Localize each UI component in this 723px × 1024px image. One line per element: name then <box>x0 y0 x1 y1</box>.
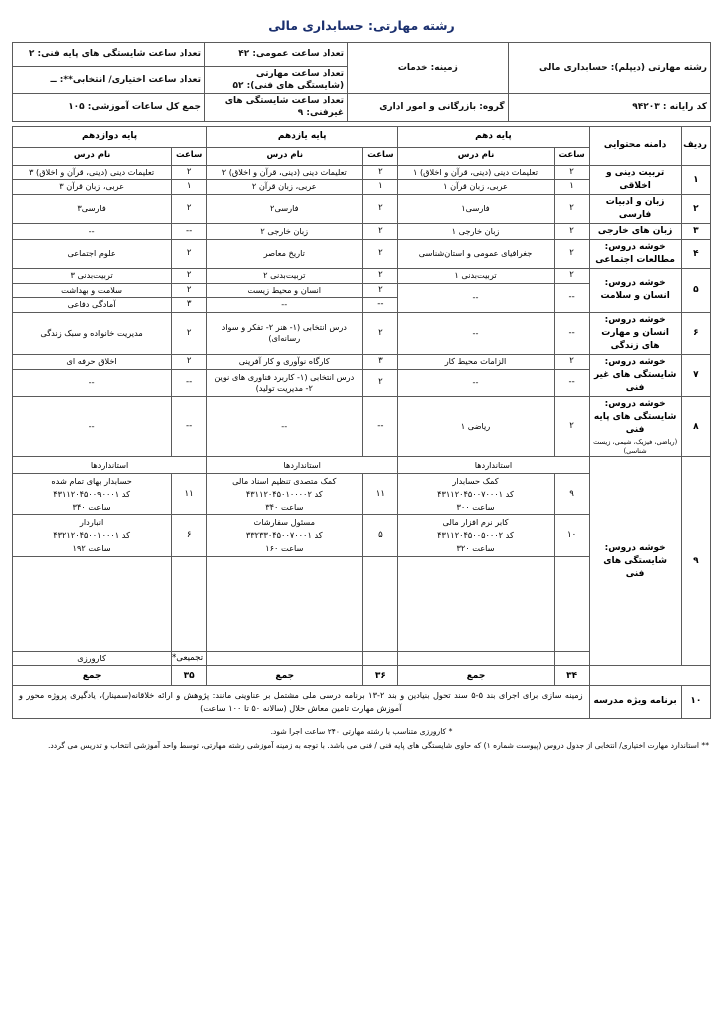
total-label-g11: جمع <box>207 666 363 686</box>
hours-cell-g12: -- <box>172 370 207 397</box>
hours-cell-g11: ۲ <box>363 239 398 268</box>
internship-hours-g11 <box>363 651 398 666</box>
blank-cell <box>207 556 363 651</box>
row-index-cell: ۲ <box>681 194 710 223</box>
table-row <box>13 268 711 283</box>
hours-cell-g11: ۲ <box>363 268 398 283</box>
standard-info-g12: حسابدار بهای تمام شده کد ۴۳۱۱۲۰۴۵۰۰۹۰۰۰۱ ساعت ۳۴۰ <box>13 474 172 515</box>
row-index-cell: ۳ <box>681 223 710 239</box>
total-hours-g10: ۳۴ <box>554 666 589 686</box>
hours-cell-g11: ۲ <box>363 165 398 180</box>
blank-cell <box>172 556 207 651</box>
standard-hours-g10: ۹ <box>554 474 589 515</box>
hours-cell-g10: -- <box>554 312 589 354</box>
course-cell-g10: تعلیمات دینی (دینی، قرآن و اخلاق) ۱ <box>398 165 554 180</box>
total-hours-g12: ۳۵ <box>172 666 207 686</box>
row-index-cell: ۷ <box>681 354 710 396</box>
course-cell-g11: انسان و محیط زیست <box>207 283 363 298</box>
school-program-row <box>13 686 711 718</box>
standard-info-g10: کمک حسابدار کد ۴۳۱۱۲۰۴۵۰۰۷۰۰۰۱ ساعت ۳۰۰ <box>398 474 554 515</box>
course-cell-g10: عربی، زبان قرآن ۱ <box>398 180 554 195</box>
course-cell-g10: تربیت‌بدنی ۱ <box>398 268 554 283</box>
hours-cell-g10: ۲ <box>554 354 589 369</box>
hours-cell-g10: ۲ <box>554 223 589 239</box>
course-cell-g12: علوم اجتماعی <box>13 239 172 268</box>
school-program-index: ۱۰ <box>681 686 710 718</box>
row-index-cell: ۵ <box>681 268 710 312</box>
table-row <box>13 239 711 268</box>
school-program-text: زمینه سازی برای اجرای بند ۵-۵ سند تحول بنیادین و بند ۲-۱۳ برنامه درسی ملی مشتمل بر عناوینی مانند: پژوهش و ارائه خلاقانه(سمینار)، یادگیری پروژه محور و آموزش مهارت تامین معاش حلال (سالانه ۵۰ تا ۱۰۰ ساعت) <box>13 686 590 718</box>
content-domain-cell: خوشه دروس: انسان و مهارت های زندگی <box>589 312 681 354</box>
table-row <box>13 397 711 457</box>
hours-cell-g10: ۲ <box>554 165 589 180</box>
internship-hours-g12: تجمیعی* <box>172 651 207 666</box>
totals-blank <box>589 666 710 686</box>
course-cell-g12: سلامت و بهداشت <box>13 283 172 298</box>
blank-cell <box>554 556 589 651</box>
info-row-3 <box>13 94 711 121</box>
hours-cell-g10: ۲ <box>554 397 589 457</box>
header-content-domain: دامنه محتوایی <box>589 126 681 165</box>
content-domain-cell: خوشه دروس: شایستگی های پایه فنی (ریاضی، فیزیک، شیمی، زیست شناسی) <box>589 397 681 457</box>
internship-hours-g10 <box>554 651 589 666</box>
hours-cell-g11: ۲ <box>363 312 398 354</box>
internship-course-g11 <box>207 651 363 666</box>
standard-info-g12: انباردار کد ۴۳۲۱۲۰۴۵۰۰۱۰۰۰۱ ساعت ۱۹۲ <box>13 515 172 556</box>
content-domain-cell: خوشه دروس: شایستگی های فنی <box>589 457 681 666</box>
course-cell-g12: آمادگی دفاعی <box>13 298 172 313</box>
table-row <box>13 223 711 239</box>
page-title: رشته مهارتی: حسابداری مالی <box>268 18 455 33</box>
curriculum-table <box>12 126 711 719</box>
hours-cell-g10: -- <box>554 283 589 312</box>
course-cell-g10: -- <box>398 312 554 354</box>
hours-cell-g11: -- <box>363 298 398 313</box>
content-domain-cell: خوشه دروس: انسان و سلامت <box>589 268 681 312</box>
content-domain-cell: خوشه دروس: شایستگی های غیر فنی <box>589 354 681 396</box>
course-cell-g11: -- <box>207 298 363 313</box>
hours-cell-g12: ۲ <box>172 354 207 369</box>
table-row <box>13 312 711 354</box>
standards-label-g11: استانداردها <box>207 457 398 474</box>
subheader-course-g10: نام درس <box>398 147 554 165</box>
course-cell-g11: زبان خارجی ۲ <box>207 223 363 239</box>
hours-cell-g12: ۲ <box>172 268 207 283</box>
hours-cell-g12: ۲ <box>172 239 207 268</box>
hours-cell-g10: ۱ <box>554 180 589 195</box>
course-cell-g10: فارسی۱ <box>398 194 554 223</box>
standard-info-g11: مسئول سفارشات کد ۳۳۲۳۳۰۴۵۰۰۷۰۰۰۱ ساعت ۱۶۰ <box>207 515 363 556</box>
total-label-g12: جمع <box>13 666 172 686</box>
elective-hours-cell: تعداد ساعت اختیاری/ انتخابی**: ــ <box>13 67 205 94</box>
standard-hours-g12: ۱۱ <box>172 474 207 515</box>
content-domain-cell: زبان های خارجی <box>589 223 681 239</box>
hours-cell-g11: ۲ <box>363 370 398 397</box>
hours-cell-g11: -- <box>363 397 398 457</box>
group-cell: گروه: بازرگانی و امور اداری <box>348 94 509 121</box>
hours-cell-g11: ۲ <box>363 223 398 239</box>
basic-tech-hours-cell: تعداد ساعت شایستگی های پایه فنی: ۲ <box>13 43 205 67</box>
skill-hours-cell: تعداد ساعت مهارتی (شایستگی های فنی): ۵۲ <box>204 67 347 94</box>
computer-code-cell: کد رایانه : ۹۴۲۰۳ <box>508 94 710 121</box>
course-cell-g12: تعلیمات دینی (دینی، قرآن و اخلاق) ۳ <box>13 165 172 180</box>
hours-cell-g10: ۲ <box>554 268 589 283</box>
course-cell-g12: تربیت‌بدنی ۳ <box>13 268 172 283</box>
row-index-cell: ۴ <box>681 239 710 268</box>
footnotes <box>12 725 711 754</box>
course-cell-g11: عربی، زبان قرآن ۲ <box>207 180 363 195</box>
table-row <box>13 165 711 180</box>
school-program-label: برنامه ویژه مدرسه <box>589 686 681 718</box>
info-row-1 <box>13 43 711 67</box>
course-cell-g12: -- <box>13 223 172 239</box>
course-cell-g10: زبان خارجی ۱ <box>398 223 554 239</box>
course-cell-g12: -- <box>13 397 172 457</box>
course-cell-g12: فارسی۳ <box>13 194 172 223</box>
subheader-hours-g10: ساعت <box>554 147 589 165</box>
table-row <box>13 194 711 223</box>
hours-cell-g11: ۳ <box>363 354 398 369</box>
internship-course-g12: کارورزی <box>13 651 172 666</box>
hours-cell-g11: ۲ <box>363 194 398 223</box>
table-header-row <box>13 126 711 147</box>
row-index-cell: ۱ <box>681 165 710 194</box>
footnote-elective-standard: ** استاندارد مهارت اختیاری/ انتخابی از جدول دروس (پیوست شماره ۱) که حاوی شایستگی های پایه فنی / فنی می باشد. با توجه به زمینه آموزشی رشته مهارتی، توسط واحد آموزشی انتخاب و تدریس می گردد. <box>48 740 709 750</box>
blank-cell <box>398 556 554 651</box>
subheader-hours-g12: ساعت <box>172 147 207 165</box>
content-domain-note: (ریاضی، فیزیک، شیمی، زیست شناسی) <box>593 438 678 455</box>
total-label-g10: جمع <box>398 666 554 686</box>
footnote-internship: * کارورزی متناسب با رشته مهارتی ۲۴۰ ساعت اجرا شود. <box>270 726 453 736</box>
course-cell-g10: الزامات محیط کار <box>398 354 554 369</box>
blank-cell <box>13 556 172 651</box>
hours-cell-g12: -- <box>172 397 207 457</box>
domain-cell: زمینه: خدمات <box>348 43 509 94</box>
standards-label-g10: استانداردها <box>398 457 589 474</box>
total-hours-cell: جمع کل ساعات آموزشی: ۱۰۵ <box>13 94 205 121</box>
hours-cell-g11: ۲ <box>363 283 398 298</box>
standard-info-g10: کابر نرم افزار مالی کد ۴۳۱۱۲۰۴۵۰۰۵۰۰۰۲ ساعت ۳۲۰ <box>398 515 554 556</box>
hours-cell-g12: ۲ <box>172 194 207 223</box>
standard-hours-g12: ۶ <box>172 515 207 556</box>
hours-cell-g12: ۲ <box>172 165 207 180</box>
standard-info-g11: کمک متصدی تنظیم اسناد مالی کد ۴۳۱۱۲۰۴۵۰۱۰۰۰۰۲ ساعت ۳۴۰ <box>207 474 363 515</box>
subheader-course-g11: نام درس <box>207 147 363 165</box>
course-cell-g11: فارسی۲ <box>207 194 363 223</box>
course-cell-g12: -- <box>13 370 172 397</box>
course-cell-g12: مدیریت خانواده و سبک زندگی <box>13 312 172 354</box>
hours-cell-g10: ۲ <box>554 194 589 223</box>
course-cell-g12: عربی، زبان قرآن ۳ <box>13 180 172 195</box>
course-cell-g10: -- <box>398 370 554 397</box>
header-grade12: پایه دوازدهم <box>13 126 207 147</box>
program-info-table <box>12 42 711 122</box>
internship-course-g10 <box>398 651 554 666</box>
hours-cell-g12: ۱ <box>172 180 207 195</box>
hours-cell-g12: -- <box>172 223 207 239</box>
course-cell-g11: تاریخ معاصر <box>207 239 363 268</box>
row-index-cell: ۹ <box>681 457 710 666</box>
total-hours-g11: ۳۶ <box>363 666 398 686</box>
content-domain-cell: زبان و ادبیات فارسی <box>589 194 681 223</box>
nontech-hours-cell: تعداد ساعت شایستگی های غیرفنی: ۹ <box>204 94 347 121</box>
course-cell-g11: کارگاه نوآوری و کار آفرینی <box>207 354 363 369</box>
course-cell-g10: -- <box>398 283 554 312</box>
subheader-course-g12: نام درس <box>13 147 172 165</box>
row-index-cell: ۸ <box>681 397 710 457</box>
header-grade10: پایه دهم <box>398 126 589 147</box>
blank-cell <box>363 556 398 651</box>
general-hours-cell: تعداد ساعت عمومی: ۴۲ <box>204 43 347 67</box>
standard-hours-g11: ۱۱ <box>363 474 398 515</box>
standards-label-row <box>13 457 711 474</box>
row-index-cell: ۶ <box>681 312 710 354</box>
field-name-cell: رشته مهارتی (دیپلم): حسابداری مالی <box>508 43 710 94</box>
course-cell-g11: تربیت‌بدنی ۲ <box>207 268 363 283</box>
content-domain-cell: خوشه دروس: مطالعات اجتماعی <box>589 239 681 268</box>
hours-cell-g10: ۲ <box>554 239 589 268</box>
header-row-index: ردیف <box>681 126 710 165</box>
standards-label-g12: استانداردها <box>13 457 207 474</box>
standard-hours-g11: ۵ <box>363 515 398 556</box>
content-domain-cell: تربیت دینی و اخلاقی <box>589 165 681 194</box>
totals-row <box>13 666 711 686</box>
subheader-hours-g11: ساعت <box>363 147 398 165</box>
course-cell-g11: درس انتخابی (۱- کاربرد فناوری های نوین ۲- مدیریت تولید) <box>207 370 363 397</box>
course-cell-g11: درس انتخابی (۱- هنر ۲- تفکر و سواد رسانه‌ای) <box>207 312 363 354</box>
course-cell-g10: ریاضی ۱ <box>398 397 554 457</box>
course-cell-g10: جغرافیای عمومی و استان‌شناسی <box>398 239 554 268</box>
course-cell-g11: تعلیمات دینی (دینی، قرآن و اخلاق) ۲ <box>207 165 363 180</box>
course-cell-g12: اخلاق حرفه ای <box>13 354 172 369</box>
header-grade11: پایه یازدهم <box>207 126 398 147</box>
standard-hours-g10: ۱۰ <box>554 515 589 556</box>
table-row <box>13 354 711 369</box>
hours-cell-g12: ۲ <box>172 312 207 354</box>
course-cell-g11: -- <box>207 397 363 457</box>
hours-cell-g12: ۲ <box>172 283 207 298</box>
hours-cell-g12: ۳ <box>172 298 207 313</box>
hours-cell-g11: ۱ <box>363 180 398 195</box>
hours-cell-g10: -- <box>554 370 589 397</box>
